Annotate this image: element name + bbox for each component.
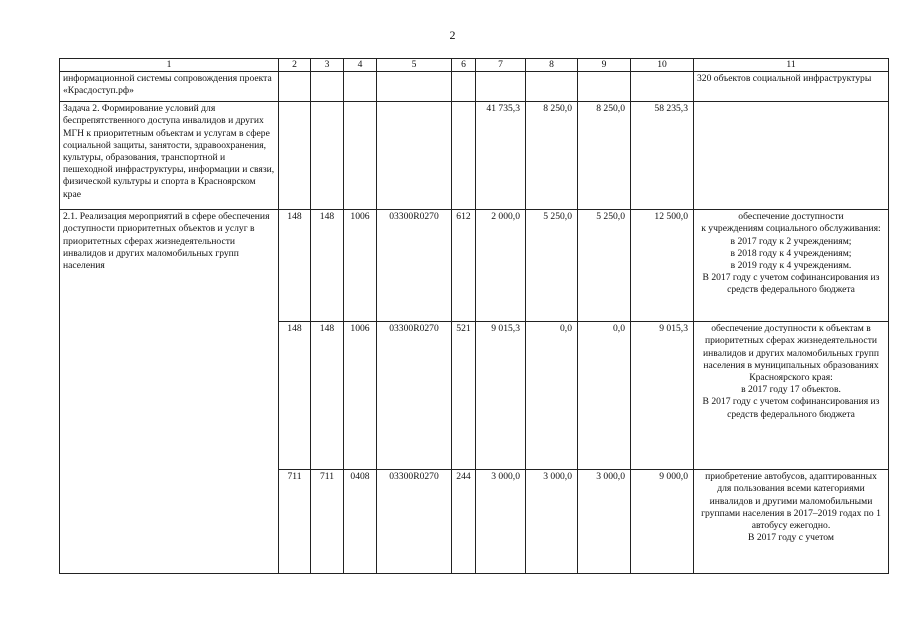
cell-grbs: [279, 72, 311, 102]
cell-section: 1006: [344, 210, 377, 322]
header-cell: 2: [279, 59, 311, 72]
cell-2018: 5 250,0: [526, 210, 578, 322]
cell-section: 1006: [344, 322, 377, 470]
cell-target-article: 03300R0270: [377, 470, 452, 574]
cell-2019: 0,0: [578, 322, 631, 470]
cell-section: [344, 102, 377, 210]
expected-result: 320 объектов социальной инфраструктуры: [694, 72, 889, 102]
expected-result: обеспечение доступности к учреждениям социального обслуживания: в 2017 году к 2 учреждениям; в 2018 году к 4 учреждениям; в 2019 году к 4 учреждениям. В 2017 году с учетом софинансирования из средств федерального бюджета: [694, 210, 889, 322]
task-description: Задача 2. Формирование условий для беспрепятственного доступа инвалидов и других МГН к приоритетным объектам и услугам в сфере социальной защиты, занятости, здравоохранения, культуры, образования, транспортной и пешеходной инфраструктуры, информации и связи, физической культуры и спорта в Красноярском крае: [60, 102, 279, 210]
expected-result: [694, 102, 889, 210]
cell-total: 9 000,0: [631, 470, 694, 574]
expected-result: обеспечение доступности к объектам в приоритетных сферах жизнедеятельности инвалидов и других маломобильных групп населения в муниципальных образованиях Красноярского края: в 2017 году 17 объектов. В 2017 году с учетом софинансирования из средств федерального бюджета: [694, 322, 889, 470]
header-cell: 6: [452, 59, 476, 72]
header-cell: 3: [311, 59, 344, 72]
table-row: [60, 102, 889, 210]
cell-expense-type: 612: [452, 210, 476, 322]
cell-total: 58 235,3: [631, 102, 694, 210]
cell-grbs: 711: [279, 470, 311, 574]
cell-2018: 0,0: [526, 322, 578, 470]
cell-grbs-code: 148: [311, 210, 344, 322]
cell-expense-type: 521: [452, 322, 476, 470]
header-cell: 10: [631, 59, 694, 72]
column-number-header: [60, 59, 889, 72]
header-cell: 9: [578, 59, 631, 72]
cell-2019: 8 250,0: [578, 102, 631, 210]
cell-2017: 41 735,3: [476, 102, 526, 210]
cell-target-article: 03300R0270: [377, 210, 452, 322]
measure-description: информационной системы сопровождения проекта «Красдоступ.рф»: [60, 72, 279, 102]
cell-expense-type: [452, 102, 476, 210]
cell-target-article: [377, 102, 452, 210]
cell-2017: 3 000,0: [476, 470, 526, 574]
cell-2019: 3 000,0: [578, 470, 631, 574]
cell-2018: [526, 72, 578, 102]
cell-total: 12 500,0: [631, 210, 694, 322]
cell-expense-type: [452, 72, 476, 102]
cell-total: [631, 72, 694, 102]
budget-table: [59, 58, 889, 574]
table-row: [60, 210, 889, 322]
table-row: [60, 72, 889, 102]
cell-grbs: [279, 102, 311, 210]
cell-2017: 9 015,3: [476, 322, 526, 470]
expected-result: приобретение автобусов, адаптированных для пользования всеми категориями инвалидов и другими маломобильными группами населения в 2017–2019 годах по 1 автобусу ежегодно. В 2017 году с учетом: [694, 470, 889, 574]
measure-description: 2.1. Реализация мероприятий в сфере обеспечения доступности приоритетных объектов и услуг в приоритетных сферах жизнедеятельности инвалидов и других маломобильных групп населения: [60, 210, 279, 574]
header-cell: 11: [694, 59, 889, 72]
cell-2019: [578, 72, 631, 102]
cell-2019: 5 250,0: [578, 210, 631, 322]
cell-grbs-code: [311, 72, 344, 102]
header-cell: 4: [344, 59, 377, 72]
header-cell: 8: [526, 59, 578, 72]
cell-target-article: [377, 72, 452, 102]
cell-expense-type: 244: [452, 470, 476, 574]
cell-2018: 3 000,0: [526, 470, 578, 574]
cell-target-article: 03300R0270: [377, 322, 452, 470]
cell-grbs-code: 711: [311, 470, 344, 574]
page-number: 2: [449, 28, 456, 42]
header-cell: 7: [476, 59, 526, 72]
cell-2018: 8 250,0: [526, 102, 578, 210]
cell-grbs: 148: [279, 322, 311, 470]
cell-2017: [476, 72, 526, 102]
cell-section: [344, 72, 377, 102]
cell-total: 9 015,3: [631, 322, 694, 470]
cell-grbs-code: 148: [311, 322, 344, 470]
cell-2017: 2 000,0: [476, 210, 526, 322]
header-cell: 5: [377, 59, 452, 72]
cell-section: 0408: [344, 470, 377, 574]
cell-grbs: 148: [279, 210, 311, 322]
cell-grbs-code: [311, 102, 344, 210]
header-cell: 1: [60, 59, 279, 72]
